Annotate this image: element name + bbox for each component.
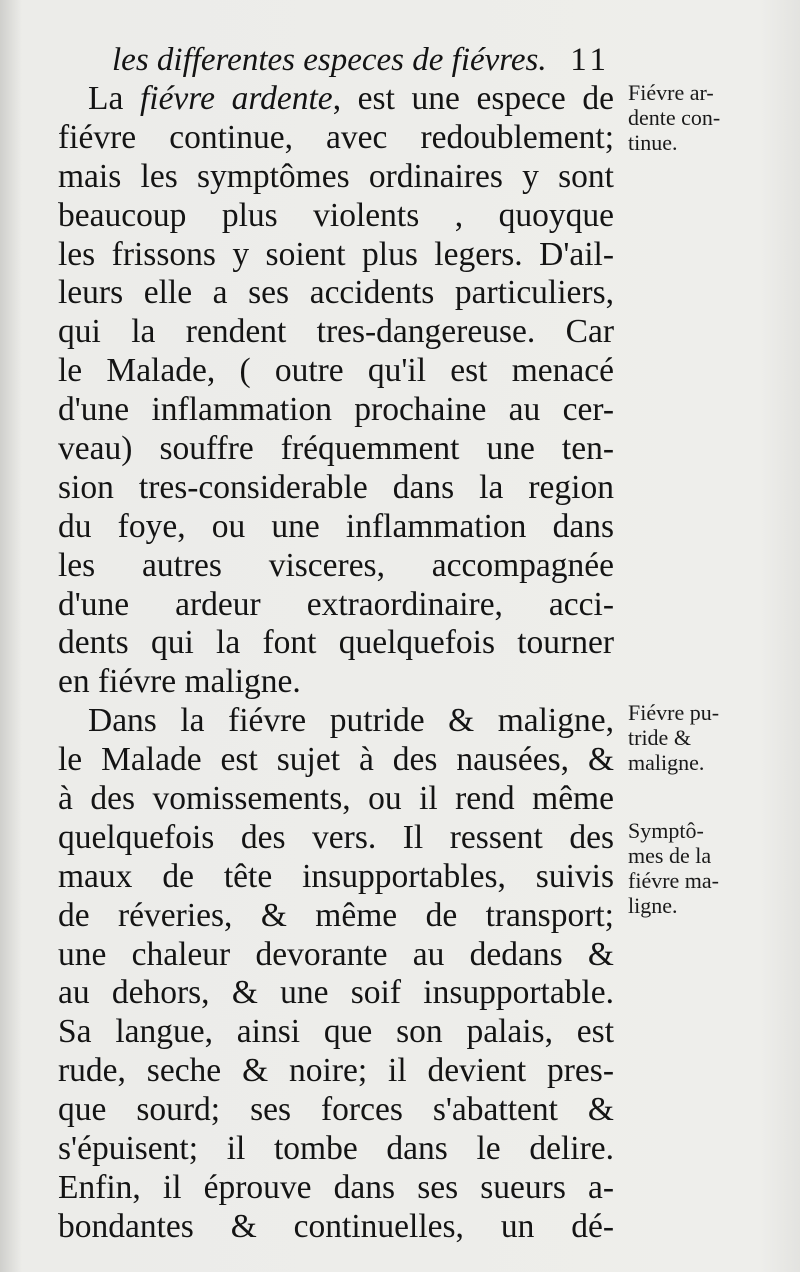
text-line: à des vomissements, ou il rend même bbox=[58, 780, 614, 818]
paragraph-fievre-putride bbox=[58, 702, 614, 1246]
text-line: Enfin, il éprouve dans ses sueurs a- bbox=[58, 1168, 614, 1206]
text-line: leurs elle a ses accidents particuliers, bbox=[58, 274, 614, 312]
text-line: d'une ardeur extraordinaire, acci- bbox=[58, 585, 614, 623]
margin-note-symptomes: Symptô- mes de la fiévre ma- ligne. bbox=[628, 818, 719, 918]
text-line: de réveries, & même de transport; bbox=[58, 896, 614, 934]
text-line: bondantes & continuelles, un dé- bbox=[58, 1207, 614, 1245]
text-line: qui la rendent tres-dangereuse. Car bbox=[58, 313, 614, 351]
margin-note-fievre-ardente: Fiévre ar- dente con- tinue. bbox=[628, 80, 721, 155]
text-line: fiévre continue, avec redoublement; bbox=[58, 118, 614, 156]
paragraph-fievre-ardente bbox=[58, 80, 614, 702]
text-line: quelquefois des vers. Il ressent des bbox=[58, 818, 614, 856]
text-line: le Malade, ( outre qu'il est menacé bbox=[58, 352, 614, 390]
text-line: veau) souffre fréquemment une ten- bbox=[58, 430, 614, 468]
text-line: dents qui la font quelquefois tourner bbox=[58, 624, 614, 662]
text-line: mais les symptômes ordinaires y sont bbox=[58, 157, 614, 195]
text-line: Sa langue, ainsi que son palais, est bbox=[58, 1013, 614, 1051]
page-number: 11 bbox=[570, 42, 610, 78]
text-line: les frissons y soient plus legers. D'ail- bbox=[58, 235, 614, 273]
text-line: du foye, ou une inflammation dans bbox=[58, 507, 614, 545]
text-line: beaucoup plus violents , quoyque bbox=[58, 196, 614, 234]
running-header bbox=[112, 42, 610, 79]
text-line: au dehors, & une soif insupportable. bbox=[58, 974, 614, 1012]
body-text bbox=[58, 80, 614, 1247]
text-line: le Malade est sujet à des nausées, & bbox=[58, 741, 614, 779]
italic-term: fiévre ardente bbox=[139, 80, 333, 117]
text-line: que sourd; ses forces s'abattent & bbox=[58, 1091, 614, 1129]
text-line: d'une inflammation prochaine au cer- bbox=[58, 391, 614, 429]
text-line: s'épuisent; il tombe dans le delire. bbox=[58, 1130, 614, 1168]
running-title: les differentes especes de fiévres. bbox=[112, 42, 547, 78]
text-line: les autres visceres, accompagnée bbox=[58, 546, 614, 584]
text-line: maux de tête insupportables, suivis bbox=[58, 857, 614, 895]
text-line: une chaleur devorante au dedans & bbox=[58, 935, 614, 973]
text-line: La fiévre ardente, est une espece de bbox=[88, 80, 614, 117]
text-line: rude, seche & noire; il devient pres- bbox=[58, 1052, 614, 1090]
text-line: sion tres-considerable dans la region bbox=[58, 468, 614, 506]
text-line: Dans la fiévre putride & maligne, bbox=[88, 702, 614, 740]
text-line: en fiévre maligne. bbox=[58, 663, 301, 701]
margin-note-fievre-putride: Fiévre pu- tride & maligne. bbox=[628, 700, 720, 775]
